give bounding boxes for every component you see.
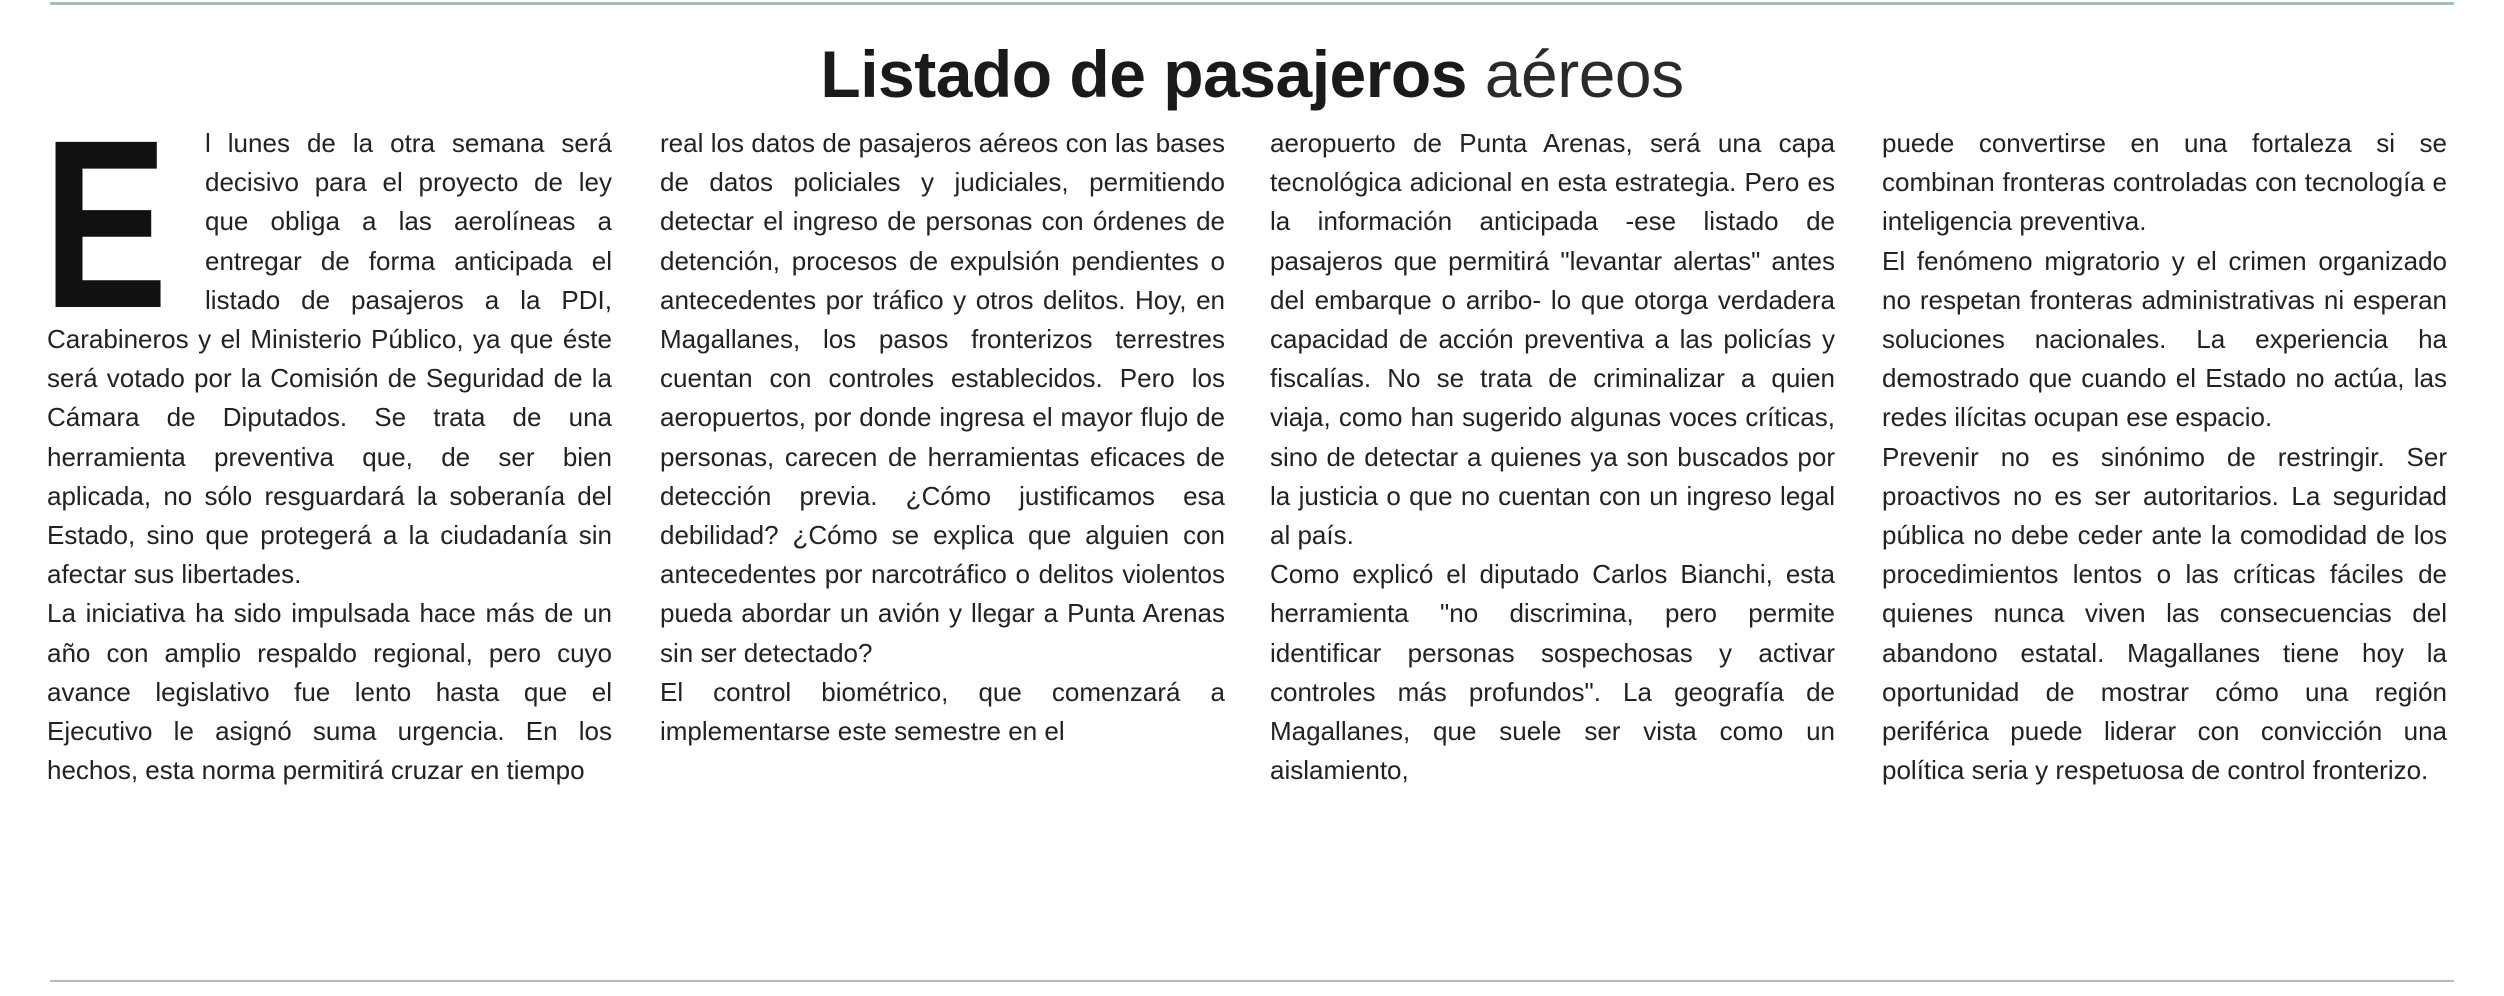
article-headline (0, 34, 2504, 114)
bottom-rule (50, 980, 2454, 982)
column-3 (1270, 124, 1835, 790)
paragraph-5: aeropuerto de Punta Arenas, será una capa tecnológica adicional en esta estrategia. Pero es la información anticipada -ese listado de pasajeros que permitirá "levantar alertas" antes del embarque o arribo- lo que otorga verdadera capacidad de acción preventiva a las policías y fiscalías. No se trata de criminalizar a quien viaja, como han sugerido algunas voces críticas, sino de detectar a quienes ya son buscados por la justicia o que no cuentan con un ingreso legal al país. (1270, 128, 1835, 551)
paragraph-7: puede convertirse en una fortaleza si se combinan fronteras controladas con tecnología e inteligencia preventiva. (1882, 128, 2447, 237)
paragraph-4: El control biométrico, que comenzará a implementarse este semestre en el (660, 676, 1225, 747)
paragraph-1 (43, 90, 612, 594)
column-2 (660, 124, 1225, 751)
drop-cap: E (43, 90, 168, 358)
paragraph-2: La iniciativa ha sido impulsada hace más de un año con amplio respaldo regional, pero cuyo avance legislativo fue lento hasta que el Ejecutivo le asignó suma urgencia. En los hechos, esta norma permitirá cruzar en tiempo (47, 598, 612, 786)
headline-light: aéreos (1484, 37, 1684, 111)
paragraph-1-text: l lunes de la otra semana será decisivo para el proyecto de ley que obliga a las aerolíneas a entregar de forma anticipada el listado de pasajeros a la PDI, Carabineros y el Ministerio Público, ya que éste será votado por la Comisión de Seguridad de la Cámara de Diputados. Se trata de una herramienta preventiva que, de ser bien aplicada, no sólo resguardará la soberanía del Estado, sino que protegerá a la ciudadanía sin afectar sus libertades. (47, 128, 612, 590)
top-rule (50, 2, 2454, 5)
column-4 (1882, 124, 2447, 790)
paragraph-8: El fenómeno migratorio y el crimen organizado no respetan fronteras administrativas ni esperan soluciones nacionales. La experiencia ha demostrado que cuando el Estado no actúa, las redes ilícitas ocupan ese espacio. (1882, 245, 2447, 433)
article-body (0, 90, 2504, 974)
column-1 (43, 90, 612, 790)
paragraph-9: Prevenir no es sinónimo de restringir. Ser proactivos no es ser autoritarios. La seguridad pública no debe ceder ante la comodidad de los procedimientos lentos o las críticas fáciles de quienes nunca viven las consecuencias del abandono estatal. Magallanes tiene hoy la oportunidad de mostrar cómo una región periférica puede liderar con convicción una política seria y respetuosa de control fronterizo. (1882, 441, 2447, 786)
headline-bold: Listado de pasajeros (820, 37, 1467, 111)
paragraph-3: real los datos de pasajeros aéreos con las bases de datos policiales y judiciales, permitiendo detectar el ingreso de personas con órdenes de detención, procesos de expulsión pendientes o antecedentes por tráfico y otros delitos. Hoy, en Magallanes, los pasos fronterizos terrestres cuentan con controles establecidos. Pero los aeropuertos, por donde ingresa el mayor flujo de personas, carecen de herramientas eficaces de detección previa. ¿Cómo justificamos esa debilidad? ¿Cómo se explica que alguien con antecedentes por narcotráfico o delitos violentos pueda abordar un avión y llegar a Punta Arenas sin ser detectado? (660, 128, 1225, 668)
paragraph-6: Como explicó el diputado Carlos Bianchi, esta herramienta "no discrimina, pero permite identificar personas sospechosas y activar controles más profundos". La geografía de Magallanes, que suele ser vista como un aislamiento, (1270, 559, 1835, 786)
